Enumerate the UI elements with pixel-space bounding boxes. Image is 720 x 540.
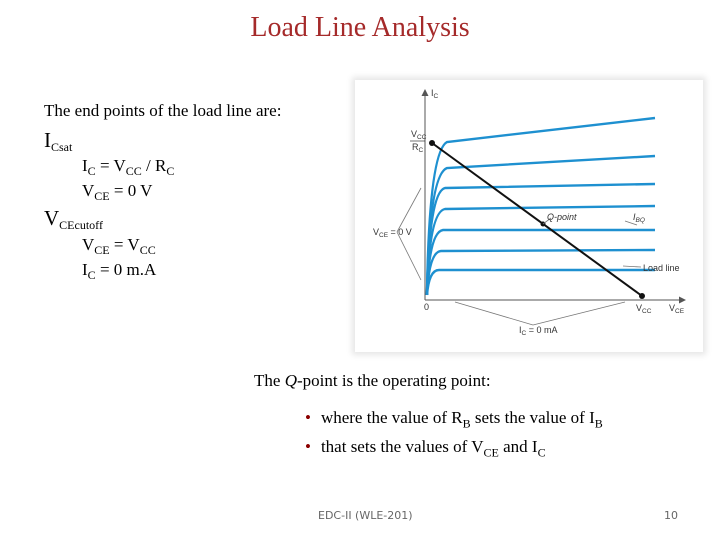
collector-curve: [427, 184, 655, 295]
vce0-leader-1: [397, 188, 421, 232]
footer-course: EDC-II (WLE-201): [318, 509, 413, 522]
cutoff-point: [639, 293, 645, 299]
bullet-item-2: • that sets the values of $V_{CE}$ and $I_C$: [305, 437, 546, 460]
ibq-label: $I_{BQ}$: [633, 212, 645, 224]
collector-curve: [427, 230, 655, 295]
ic0-leader-2: [533, 302, 625, 325]
collector-curves: [427, 118, 655, 295]
q-point-label: Q-point: [547, 212, 577, 222]
vcc-over-rc-num: $V_{CC}$: [411, 129, 427, 141]
vce0-label: $V_{CE} = 0$ V: [373, 227, 412, 239]
icsat-label: $I_{Csat}$: [44, 128, 73, 154]
intro-text: The end points of the load line are:: [44, 101, 282, 120]
vcc-label: $V_{CC}$: [636, 303, 652, 315]
page-title: Load Line Analysis: [250, 12, 470, 43]
characteristic-curves-svg: [355, 80, 703, 352]
load-line-label: Load line: [643, 263, 680, 273]
ic-zero-equation: $I_C = 0$ m.A: [82, 260, 157, 282]
loadline-leader: [623, 266, 641, 267]
vce-axis-label: $V_{CE}$: [669, 303, 685, 315]
saturation-point: [429, 140, 435, 146]
vce-equation: $V_{CE} = V_{CC}$: [82, 235, 156, 257]
bullet-item-1: • where the value of $R_B$ sets the value of $I_B$: [305, 408, 603, 431]
ic0-label: $I_C = 0$ mA: [519, 325, 558, 337]
collector-curve: [427, 250, 655, 295]
bullet-icon: •: [305, 437, 311, 456]
ic-axis-label: $I_C$: [431, 88, 439, 100]
origin-label: 0: [424, 302, 430, 312]
ic0-leader-1: [455, 302, 533, 325]
load-line-diagram: [355, 80, 703, 352]
vcecutoff-label: $V_{CEcutoff}$: [44, 206, 103, 232]
vcc-over-rc-den: $R_C$: [412, 142, 424, 154]
collector-curve: [427, 270, 655, 295]
page-number: 10: [664, 509, 678, 522]
vce-zero-equation: $V_{CE} = 0$ V: [82, 181, 153, 203]
bullet-icon: •: [305, 408, 311, 427]
q-point-statement: The Q-point is the operating point:: [254, 371, 491, 390]
load-line: [432, 143, 642, 296]
ic-equation: $I_C = V_{CC} / R_C$: [82, 156, 175, 178]
vce0-leader-2: [397, 232, 421, 280]
